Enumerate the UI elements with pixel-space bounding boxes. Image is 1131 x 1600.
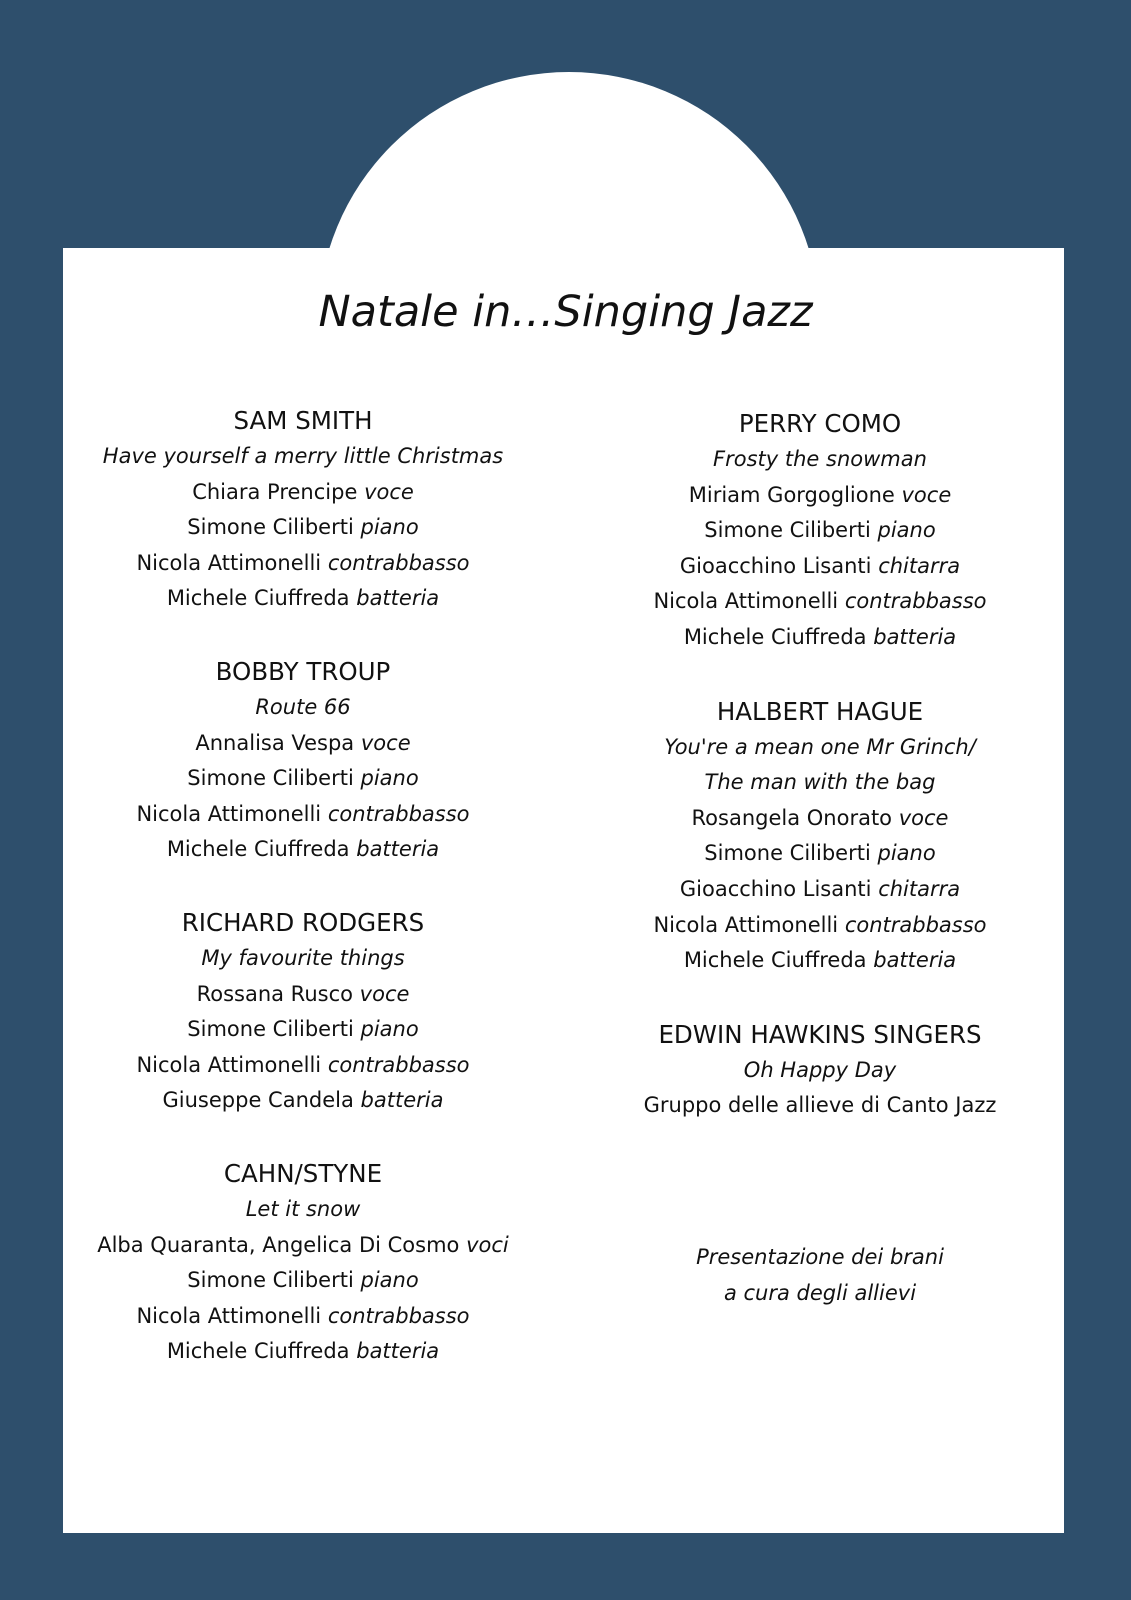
performer-name: Gioacchino Lisanti (679, 876, 872, 901)
page-title: Natale in…Singing Jazz (318, 287, 813, 337)
performer-name: Michele Ciuffreda (166, 837, 350, 862)
composer: EDWIN HAWKINS SINGERS (658, 1019, 982, 1049)
piece-sam-smith (63, 403, 543, 617)
performer-name: Simone Ciliberti (187, 1017, 354, 1042)
composer: HALBERT HAGUE (716, 696, 924, 726)
performer (63, 475, 543, 511)
piece-perry-como (570, 406, 1070, 656)
performer (63, 1048, 543, 1084)
note-line: Presentazione dei brani (696, 1245, 944, 1269)
piece-cahn-styne (63, 1156, 543, 1370)
presentation-note (570, 1240, 1070, 1311)
performer-name: Miriam Gorgoglione (688, 482, 895, 507)
performer-name: Simone Ciliberti (704, 841, 871, 866)
song-title: Have yourself a merry little Christmas (102, 444, 504, 468)
performer-name: Gruppo delle allieve di Canto Jazz (643, 1093, 997, 1118)
performer-role: contrabbasso (327, 801, 470, 826)
performer-role: batteria (873, 624, 957, 649)
performer (570, 513, 1070, 549)
performer-role: chitarra (878, 876, 961, 901)
performer (63, 546, 543, 582)
performer (63, 1228, 543, 1264)
song-title: Oh Happy Day (743, 1057, 897, 1082)
song-title: My favourite things (201, 945, 405, 970)
performer-role: contrabbasso (844, 589, 987, 614)
performer-role: voce (364, 479, 414, 504)
performer-name: Gioacchino Lisanti (679, 553, 872, 578)
performer (63, 581, 543, 617)
performer (570, 620, 1070, 656)
performer (570, 478, 1070, 514)
performer-name: Simone Ciliberti (704, 518, 871, 543)
performer-name: Chiara Prencipe (192, 479, 358, 504)
composer: PERRY COMO (738, 409, 902, 438)
performer-name: Nicola Attimonelli (136, 1052, 322, 1077)
song-title: Route 66 (255, 694, 351, 719)
performer (63, 1299, 543, 1335)
composer: SAM SMITH (233, 406, 373, 435)
performer-role: batteria (356, 586, 440, 611)
performer-role: batteria (356, 837, 440, 862)
performer-role: voce (898, 805, 949, 830)
performer (63, 1334, 543, 1370)
performer-role: batteria (356, 1339, 440, 1364)
performer (63, 1083, 543, 1119)
composer: BOBBY TROUP (215, 656, 391, 686)
performer-role: piano (360, 766, 419, 791)
piece-edwin-hawkins-singers (570, 1017, 1070, 1124)
performer-name: Michele Ciuffreda (683, 948, 867, 973)
performer (63, 761, 543, 797)
performer-role: piano (360, 1268, 419, 1293)
performer-role: contrabbasso (327, 550, 470, 575)
performer-role: voce (359, 981, 410, 1006)
performer (63, 832, 543, 868)
performer-role: contrabbasso (327, 1052, 470, 1077)
performer-name: Rosangela Onorato (691, 805, 893, 830)
performer-name: Alba Quaranta, Angelica Di Cosmo (97, 1232, 460, 1257)
piece-halbert-hague (570, 694, 1070, 979)
piece-richard-rodgers (63, 905, 543, 1119)
composer: RICHARD RODGERS (181, 907, 425, 937)
performer-role: contrabbasso (844, 912, 987, 937)
performer-role: piano (360, 515, 419, 540)
performer-name: Rossana Rusco (196, 981, 353, 1006)
performer (570, 801, 1070, 837)
performer-role: chitarra (878, 553, 961, 578)
performer-name: Simone Ciliberti (187, 766, 354, 791)
performer-name: Nicola Attimonelli (653, 912, 839, 937)
song-title: Frosty the snowman (713, 447, 927, 471)
right-column (570, 406, 1070, 1162)
composer: CAHN/STYNE (223, 1158, 383, 1188)
performer (570, 943, 1070, 979)
performer-role: batteria (360, 1088, 444, 1113)
performer (570, 872, 1070, 908)
performer-name: Michele Ciuffreda (683, 624, 867, 649)
performer-name: Nicola Attimonelli (136, 1303, 322, 1328)
performer (63, 797, 543, 833)
left-column (63, 403, 543, 1407)
performer-name: Giuseppe Candela (162, 1088, 354, 1113)
performer (570, 549, 1070, 585)
performer-name: Annalisa Vespa (195, 730, 355, 755)
performer-name: Nicola Attimonelli (136, 801, 322, 826)
performer (570, 836, 1070, 872)
performer (63, 1263, 543, 1299)
performer-name: Nicola Attimonelli (653, 589, 839, 614)
song-title-line: The man with the bag (704, 770, 936, 795)
song-title-line: You're a mean one Mr Grinch/ (664, 734, 976, 759)
performer-name: Nicola Attimonelli (136, 550, 322, 575)
piece-bobby-troup (63, 654, 543, 868)
performer-name: Simone Ciliberti (187, 1268, 354, 1293)
performer-role: voce (901, 482, 952, 507)
performer-name: Michele Ciuffreda (166, 1339, 350, 1364)
note-line: a cura degli allievi (723, 1280, 917, 1305)
performer-role: piano (877, 841, 936, 866)
performer (570, 1088, 1070, 1124)
performer-role: contrabbasso (327, 1303, 470, 1328)
performer (63, 977, 543, 1013)
performer (570, 584, 1070, 620)
performer-role: batteria (873, 948, 957, 973)
performer-role: piano (360, 1017, 419, 1042)
performer-name: Simone Ciliberti (187, 515, 354, 540)
performer (63, 726, 543, 762)
performer-role: voci (466, 1232, 509, 1257)
performer (570, 908, 1070, 944)
performer (63, 510, 543, 546)
performer (63, 1012, 543, 1048)
song-title: Let it snow (245, 1196, 361, 1221)
performer-name: Michele Ciuffreda (166, 586, 350, 611)
performer-role: piano (877, 518, 936, 543)
performer-role: voce (360, 730, 411, 755)
